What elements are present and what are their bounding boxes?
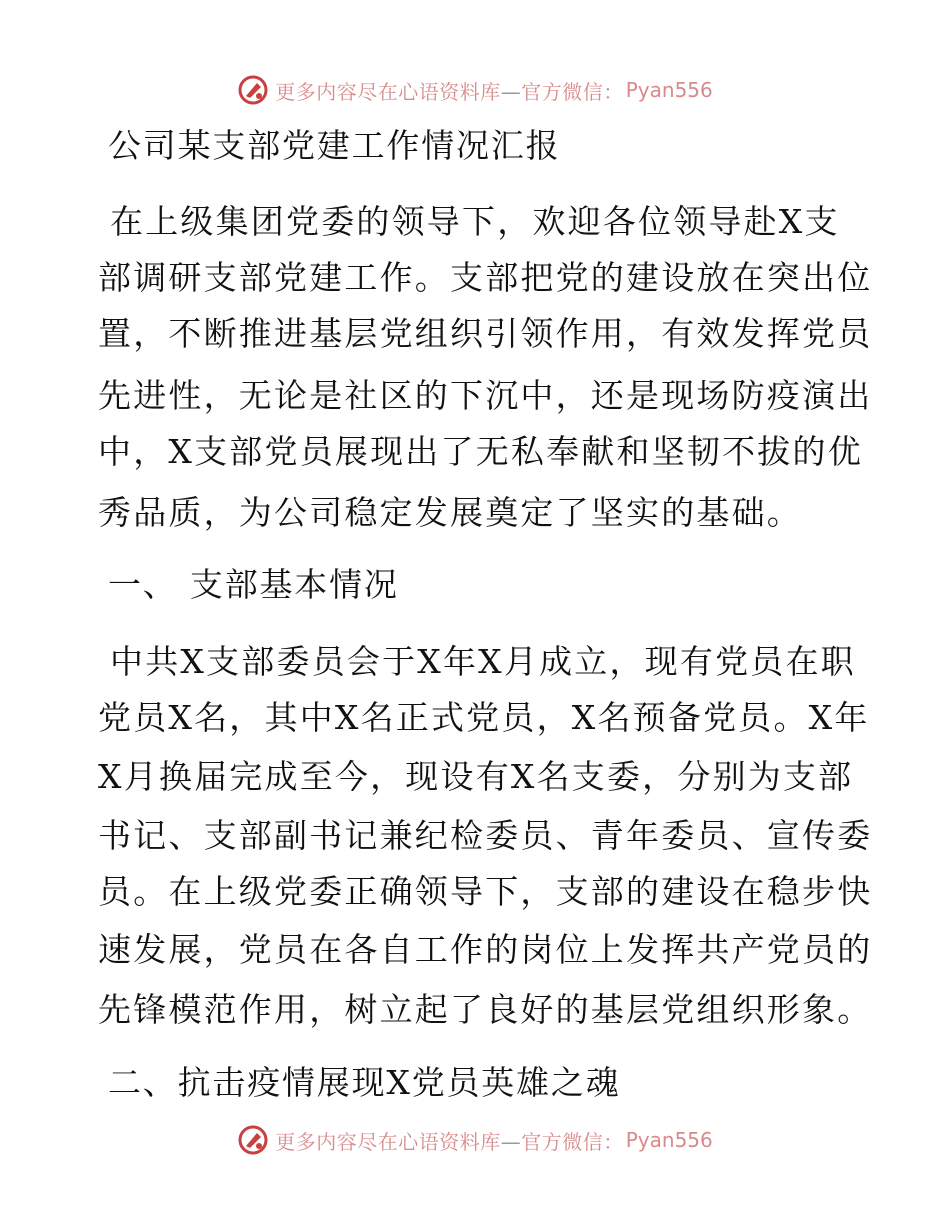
paragraph-line: 速发展，党员在各自工作的岗位上发挥共产党员的 (98, 930, 873, 969)
paragraph-line: 先进性，无论是社区的下沉中，还是现场防疫演出 (98, 376, 873, 415)
wechat-id: Pyan556 (625, 78, 713, 102)
banner-text: 更多内容尽在心语资料库—官方微信： (275, 1129, 624, 1154)
paragraph-line: 先锋模范作用，树立起了良好的基层党组织形象。 (98, 990, 873, 1029)
paragraph-line: 党员X名，其中X名正式党员，X名预备党员。X年 (98, 698, 870, 737)
paragraph-line: 在上级集团党委的领导下，欢迎各位领导赴X支 (110, 202, 840, 241)
paragraph-line: 秀品质，为公司稳定发展奠定了坚实的基础。 (98, 493, 802, 532)
document-title: 公司某支部党建工作情况汇报 (108, 126, 561, 165)
paragraph-line: 中，X支部党员展现出了无私奉献和坚韧不拔的优 (98, 432, 863, 471)
paragraph-line: X月换届完成至今，现设有X名支委，分别为支部 (98, 757, 854, 796)
section-heading: 一、 支部基本情况 (108, 565, 399, 604)
paragraph-line: 员。在上级党委正确领导下，支部的建设在稳步快 (98, 872, 873, 911)
paragraph-line: 置，不断推进基层党组织引领作用，有效发挥党员 (98, 314, 873, 353)
header-banner (0, 70, 950, 110)
brand-logo-icon (237, 74, 269, 106)
paragraph-line: 部调研支部党建工作。支部把党的建设放在突出位 (98, 258, 873, 297)
paragraph-line: 书记、支部副书记兼纪检委员、青年委员、宣传委 (98, 816, 873, 855)
banner-text: 更多内容尽在心语资料库—官方微信： (275, 79, 624, 104)
wechat-id: Pyan556 (625, 1128, 713, 1152)
paragraph-line: 中共X支部委员会于X年X月成立，现有党员在职 (110, 642, 856, 681)
footer-banner (0, 1120, 950, 1160)
brand-logo-icon (237, 1124, 269, 1156)
section-heading: 二、抗击疫情展现X党员英雄之魂 (108, 1063, 621, 1102)
